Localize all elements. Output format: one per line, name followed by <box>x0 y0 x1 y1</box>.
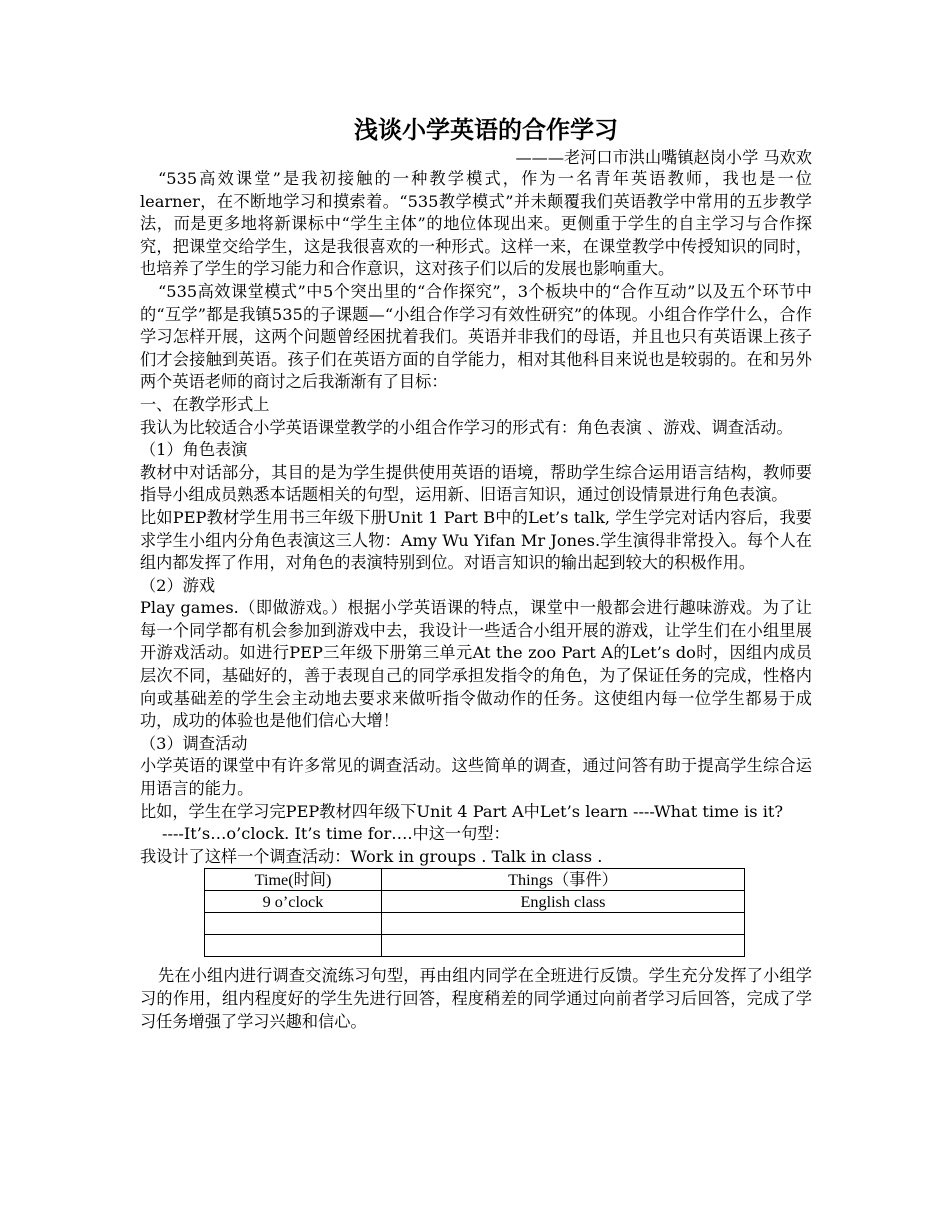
subheading-survey: （3）调查活动 <box>140 733 248 753</box>
paragraph-survey-pattern: ----It’s…o’clock. It’s time for….中这一句型： <box>162 824 510 844</box>
paragraph-intro: “535高效课堂”是我初接触的一种教学模式，作为一名青年英语教师，我也是一位learner，在不断地学习和摸索着。“535教学模式”并未颠覆我们英语教学中常用的五步教学法，而是更多地将新课标中“学生主体”的地位体现出来。更侧重于学生的自主学习与合作探究，把课堂交给学生，这是我很喜欢的一种形式。这样一来，在课堂教学中传授知识的同时，也培养了学生的学习能力和合作意识，这对孩子们以后的发展也影响重大。 <box>140 169 812 279</box>
table-cell <box>205 913 382 935</box>
paragraph-role-play-example: 比如PEP教材学生用书三年级下册Unit 1 Part B中的Let’s talk, 学生学完对话内容后，我要求学生小组内分角色表演这三人物：Amy Wu Yifan Mr Jones.学生演得非常投入。每个人在组内都发挥了作用，对角色的表演特别到位。对语言知识的输出起到较大的积极作用。 <box>140 507 812 573</box>
page-title: 浅谈小学英语的合作学习 <box>354 115 618 144</box>
table-header-time: Time(时间) <box>205 869 382 891</box>
paragraph-conclusion: 先在小组内进行调查交流练习句型，再由组内同学在全班进行反馈。学生充分发挥了小组学习的作用，组内程度好的学生先进行回答，程度稍差的同学通过向前者学习后回答，完成了学习任务增强了学习兴趣和信心。 <box>140 966 812 1031</box>
paragraph-role-play: 教材中对话部分，其目的是为学生提供使用英语的语境，帮助学生综合运用语言结构，教师要指导小组成员熟悉本话题相关的句型，运用新、旧语言知识，通过创设情景进行角色表演。 <box>140 462 812 505</box>
paragraph-games: Play games.（即做游戏。）根据小学英语课的特点，课堂中一般都会进行趣味游戏。为了让每一个同学都有机会参加到游戏中去，我设计一些适合小组开展的游戏，让学生们在小组里展开游戏活动。如进行PEP三年级下册第三单元At the zoo Part A的Let’s do时，因组内成员层次不同，基础好的，善于表现自己的同学承担发指令的角色，为了保证任务的完成，性格内向或基础差的学生会主动地去要求来做听指令做动作的任务。这使组内每一位学生都易于成功，成功的体验也是他们信心大增！ <box>140 598 812 731</box>
table-row <box>205 891 745 913</box>
table-row <box>205 935 745 957</box>
paragraph-forms: 我认为比较适合小学英语课堂教学的小组合作学习的形式有：角色表演 、游戏、调查活动。 <box>140 417 793 437</box>
table-header-things: Things（事件） <box>382 869 745 891</box>
survey-table <box>204 868 745 957</box>
table-cell <box>205 935 382 957</box>
table-cell <box>382 913 745 935</box>
table-row <box>205 913 745 935</box>
document-page <box>140 112 812 1033</box>
subheading-role-play: （1）角色表演 <box>140 440 248 460</box>
paragraph-survey-design: 我设计了这样一个调查活动：Work in groups . Talk in class . <box>140 846 603 866</box>
table-cell <box>382 935 745 957</box>
table-cell: English class <box>382 891 745 913</box>
table-cell: 9 o’clock <box>205 891 382 913</box>
section-heading-form: 一、在教学形式上 <box>140 394 270 414</box>
table-header-row <box>205 869 745 891</box>
paragraph-survey-example: 比如，学生在学习完PEP教材四年级下Unit 4 Part A中Let’s learn ----What time is it? <box>140 801 784 821</box>
paragraph-survey: 小学英语的课堂中有许多常见的调查活动。这些简单的调查，通过问答有助于提高学生综合运用语言的能力。 <box>140 756 812 799</box>
paragraph-model: “535高效课堂模式”中5个突出里的“合作探究”，3个板块中的“合作互动”以及五个环节中的“互学”都是我镇535的子课题—“小组合作学习有效性研究”的体现。小组合作学什么，合作学习怎样开展，这两个问题曾经困扰着我们。英语并非我们的母语，并且也只有英语课上孩子们才会接触到英语。孩子们在英语方面的自学能力，相对其他科目来说也是较弱的。在和另外两个英语老师的商讨之后我渐渐有了目标： <box>140 281 812 392</box>
author-byline: ———老河口市洪山嘴镇赵岗小学 马欢欢 <box>515 148 812 167</box>
subheading-games: （2）游戏 <box>140 575 216 595</box>
